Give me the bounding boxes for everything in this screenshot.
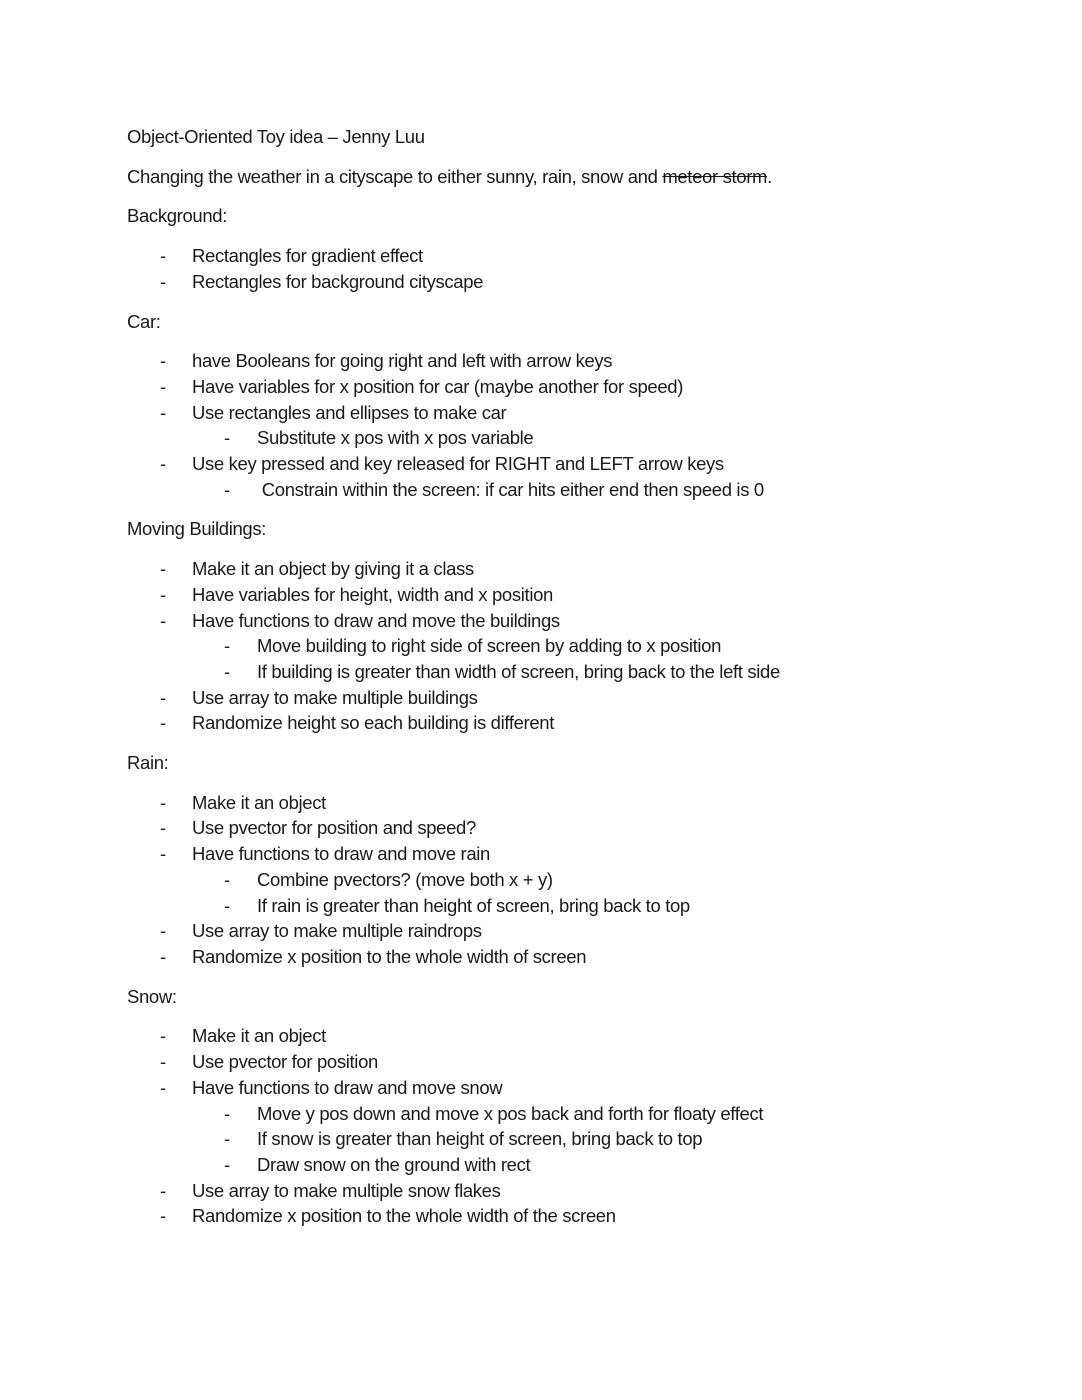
bullet-item-text: Have functions to draw and move snow	[192, 1076, 503, 1098]
bullet-item-text: If rain is greater than height of screen, bring back to top	[257, 894, 690, 916]
document-title: Object-Oriented Toy idea – Jenny Luu	[127, 126, 425, 147]
bullet-item-text: Use pvector for position and speed?	[192, 817, 476, 839]
bullet-dash-marker: -	[160, 558, 166, 580]
bullet-item-text: Have variables for x position for car (maybe another for speed)	[192, 375, 684, 397]
bullet-item	[127, 1023, 982, 1049]
bullet-item-text: Constrain within the screen: if car hits either end then speed is 0	[257, 478, 764, 500]
bullet-item	[127, 269, 982, 295]
bullet-item	[127, 685, 982, 711]
bullet-item	[127, 348, 982, 374]
bullet-item-text: If snow is greater than height of screen, bring back to top	[257, 1128, 703, 1150]
bullet-item	[127, 425, 982, 451]
bullet-item-text: Use pvector for position	[192, 1051, 378, 1073]
bullet-dash-marker: -	[160, 817, 166, 839]
bullet-dash-marker: -	[160, 686, 166, 708]
bullet-dash-marker: -	[160, 1205, 166, 1227]
bullet-dash-marker: -	[160, 350, 166, 372]
bullet-item-text: Have variables for height, width and x position	[192, 583, 553, 605]
sections-container	[127, 203, 982, 1229]
bullet-item	[127, 918, 982, 944]
bullet-dash-marker: -	[160, 453, 166, 475]
bullet-dash-marker: -	[224, 635, 230, 657]
intro-struck-text: meteor storm	[662, 165, 768, 187]
bullet-dash-marker: -	[224, 427, 230, 449]
bullet-item-text: Use key pressed and key released for RIGHT and LEFT arrow keys	[192, 453, 724, 475]
bullet-dash-marker: -	[160, 1051, 166, 1073]
bullet-dash-marker: -	[160, 583, 166, 605]
bullet-item-text: If building is greater than width of screen, bring back to the left side	[257, 660, 780, 682]
bullet-dash-marker: -	[224, 478, 230, 500]
bullet-item-text: Use rectangles and ellipses to make car	[192, 401, 507, 423]
bullet-item-text: Randomize x position to the whole width of the screen	[192, 1205, 616, 1227]
bullet-item	[127, 556, 982, 582]
section-heading: Background:	[127, 205, 228, 227]
bullet-item-text: Have functions to draw and move the buildings	[192, 609, 560, 631]
bullet-dash-marker: -	[224, 868, 230, 890]
bullet-item	[127, 582, 982, 608]
bullet-item	[127, 374, 982, 400]
bullet-item-text: Rectangles for background cityscape	[192, 270, 484, 292]
bullet-item	[127, 659, 982, 685]
bullet-item-text: Make it an object	[192, 1025, 326, 1047]
bullet-item	[127, 1049, 982, 1075]
section-heading: Rain:	[127, 752, 169, 774]
bullet-dash-marker: -	[160, 401, 166, 423]
bullet-dash-marker: -	[160, 375, 166, 397]
bullet-item	[127, 867, 982, 893]
intro-paragraph	[127, 164, 982, 190]
intro-text-before: Changing the weather in a cityscape to either sunny, rain, snow and	[127, 165, 663, 187]
bullet-dash-marker: -	[160, 1025, 166, 1047]
bullet-list	[127, 556, 982, 736]
bullet-item	[127, 1152, 982, 1178]
bullet-dash-marker: -	[160, 945, 166, 967]
bullet-dash-marker: -	[160, 270, 166, 292]
bullet-item-text: Make it an object by giving it a class	[192, 558, 474, 580]
bullet-dash-marker: -	[160, 245, 166, 267]
bullet-item-text: Rectangles for gradient effect	[192, 245, 423, 267]
intro-text-after: .	[767, 165, 772, 187]
bullet-item-text: Use array to make multiple raindrops	[192, 920, 482, 942]
bullet-item	[127, 633, 982, 659]
bullet-dash-marker: -	[160, 712, 166, 734]
bullet-item	[127, 400, 982, 426]
bullet-item	[127, 790, 982, 816]
bullet-item	[127, 1126, 982, 1152]
bullet-item-text: Move building to right side of screen by adding to x position	[257, 635, 722, 657]
bullet-dash-marker: -	[160, 920, 166, 942]
bullet-dash-marker: -	[160, 1076, 166, 1098]
bullet-dash-marker: -	[224, 660, 230, 682]
bullet-item-text: Move y pos down and move x pos back and forth for floaty effect	[257, 1102, 764, 1124]
bullet-item	[127, 893, 982, 919]
bullet-item	[127, 608, 982, 634]
bullet-item	[127, 710, 982, 736]
bullet-list	[127, 790, 982, 970]
bullet-item-text: Use array to make multiple snow flakes	[192, 1179, 501, 1201]
section-heading: Car:	[127, 310, 161, 332]
bullet-item-text: Randomize x position to the whole width of screen	[192, 945, 587, 967]
bullet-item-text: Make it an object	[192, 791, 326, 813]
bullet-list	[127, 348, 982, 502]
section-heading: Moving Buildings:	[127, 518, 267, 540]
bullet-dash-marker: -	[224, 1153, 230, 1175]
bullet-dash-marker: -	[160, 843, 166, 865]
bullet-dash-marker: -	[160, 1179, 166, 1201]
bullet-item	[127, 477, 982, 503]
bullet-item	[127, 841, 982, 867]
bullet-list	[127, 1023, 982, 1229]
bullet-dash-marker: -	[224, 1102, 230, 1124]
bullet-item	[127, 944, 982, 970]
bullet-item-text: Use array to make multiple buildings	[192, 686, 478, 708]
bullet-item-text: Substitute x pos with x pos variable	[257, 427, 534, 449]
bullet-item-text: Have functions to draw and move rain	[192, 843, 490, 865]
bullet-dash-marker: -	[160, 791, 166, 813]
bullet-dash-marker: -	[224, 894, 230, 916]
bullet-item	[127, 1203, 982, 1229]
bullet-item-text: have Booleans for going right and left with arrow keys	[192, 350, 613, 372]
bullet-item-text: Combine pvectors? (move both x + y)	[257, 868, 553, 890]
bullet-list	[127, 243, 982, 294]
section-heading: Snow:	[127, 985, 177, 1007]
bullet-item-text: Randomize height so each building is different	[192, 712, 555, 734]
bullet-item	[127, 1178, 982, 1204]
bullet-item	[127, 1101, 982, 1127]
bullet-dash-marker: -	[160, 609, 166, 631]
bullet-item	[127, 243, 982, 269]
bullet-item	[127, 1075, 982, 1101]
bullet-dash-marker: -	[224, 1128, 230, 1150]
bullet-item-text: Draw snow on the ground with rect	[257, 1153, 531, 1175]
bullet-item	[127, 815, 982, 841]
bullet-item	[127, 451, 982, 477]
